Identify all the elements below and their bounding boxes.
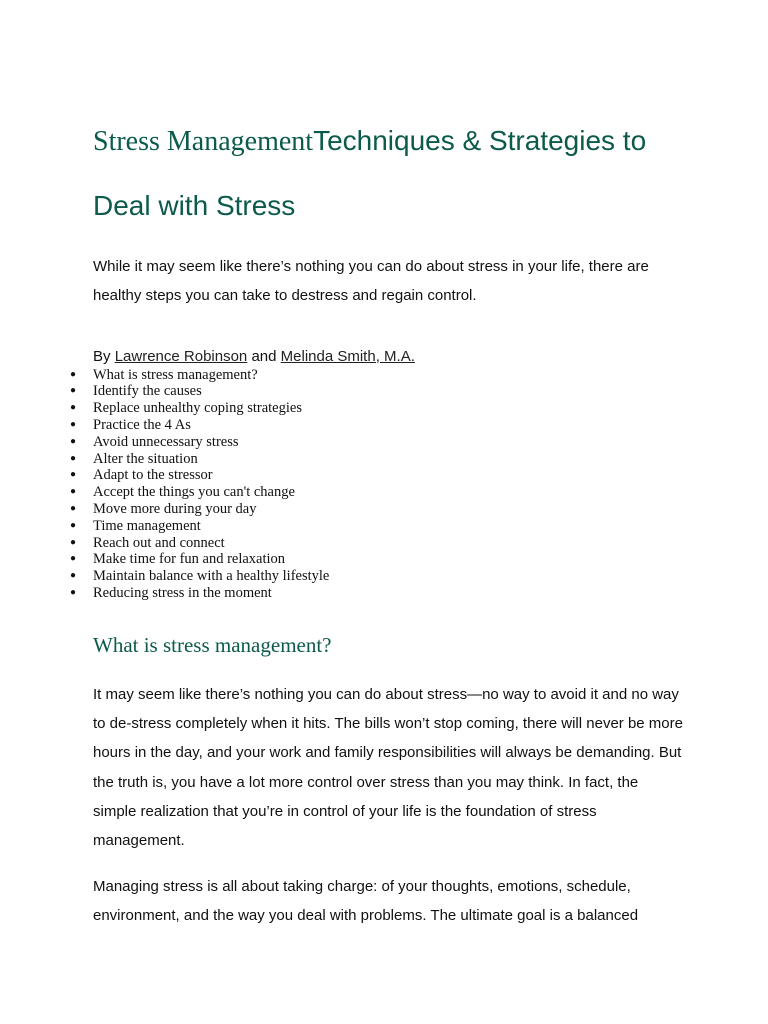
byline-conjunction: and (247, 347, 281, 365)
bullet-icon: ● (70, 570, 77, 582)
toc-item-label: What is stress management? (93, 366, 258, 383)
toc-item-label: Practice the 4 As (93, 416, 191, 433)
toc-item-label: Avoid unnecessary stress (93, 433, 239, 450)
bullet-icon: ● (70, 486, 77, 498)
toc-item[interactable] (70, 534, 683, 552)
toc-item[interactable] (70, 467, 683, 484)
toc-item[interactable] (70, 517, 683, 535)
toc-item-label: Reducing stress in the moment (93, 584, 272, 601)
toc-item-label: Replace unhealthy coping strategies (93, 400, 302, 417)
body-paragraph: It may seem like there’s nothing you can do about stress—no way to avoid it and no way to de-stress completely when it hits. The bills won’t stop coming, there will never be more hours in the day, and your work and family responsibilities will always be demanding. But the truth is, you have a lot more control over stress than you may think. In fact, the simple realization that you’re in control of your life is the foundation of stress management. (93, 685, 683, 850)
toc-item[interactable] (70, 484, 683, 501)
toc-item-label: Identify the causes (93, 383, 202, 400)
toc-item-label: Alter the situation (93, 450, 198, 467)
bullet-icon: ● (70, 385, 77, 397)
toc-item[interactable] (70, 500, 683, 518)
bullet-icon: ● (70, 536, 77, 548)
title-part-1: Stress Management (93, 126, 314, 157)
bullet-icon: ● (70, 502, 77, 514)
bullet-icon: ● (70, 435, 77, 447)
toc-item[interactable] (70, 400, 683, 417)
bullet-icon: ● (70, 368, 77, 380)
toc-item-label: Make time for fun and relaxation (93, 551, 286, 568)
title-part-2: Techniques & Strategies to Deal with Stress (93, 125, 647, 221)
bullet-icon: ● (70, 469, 77, 481)
bullet-icon: ● (70, 402, 77, 414)
body-paragraph: Managing stress is all about taking charge: of your thoughts, emotions, schedule, environment, and the way you deal with problems. The ultimate goal is a balanced (93, 877, 639, 924)
toc-item[interactable] (70, 366, 683, 384)
toc-item-label: Maintain balance with a healthy lifestyle (93, 568, 330, 585)
toc-item[interactable] (70, 383, 683, 400)
toc-item[interactable] (70, 551, 683, 568)
document-page (70, 108, 683, 930)
bullet-icon: ● (70, 519, 77, 531)
toc-item[interactable] (70, 450, 683, 468)
page-title (93, 108, 683, 237)
section-heading: What is stress management? (93, 632, 332, 657)
toc-item-label: Accept the things you can't change (93, 484, 295, 501)
toc-item[interactable] (70, 416, 683, 434)
bullet-icon: ● (70, 553, 77, 565)
bullet-icon: ● (70, 586, 77, 598)
table-of-contents (70, 366, 683, 602)
byline (93, 347, 683, 367)
toc-item-label: Time management (93, 517, 201, 534)
bullet-icon: ● (70, 418, 77, 430)
toc-item[interactable] (70, 584, 683, 602)
intro-paragraph: While it may seem like there’s nothing you can do about stress in your life, there are healthy steps you can take to destress and regain control. (93, 258, 649, 305)
toc-item-label: Reach out and connect (93, 534, 225, 551)
toc-item[interactable] (70, 433, 683, 451)
byline-prefix: By (93, 347, 115, 365)
bullet-icon: ● (70, 452, 77, 464)
author-link-lawrence-robinson[interactable]: Lawrence Robinson (114, 347, 248, 365)
toc-item-label: Adapt to the stressor (93, 467, 213, 484)
author-link-melinda-smith[interactable]: Melinda Smith, M.A. (280, 347, 415, 365)
toc-item[interactable] (70, 568, 683, 585)
toc-item-label: Move more during your day (93, 500, 257, 517)
